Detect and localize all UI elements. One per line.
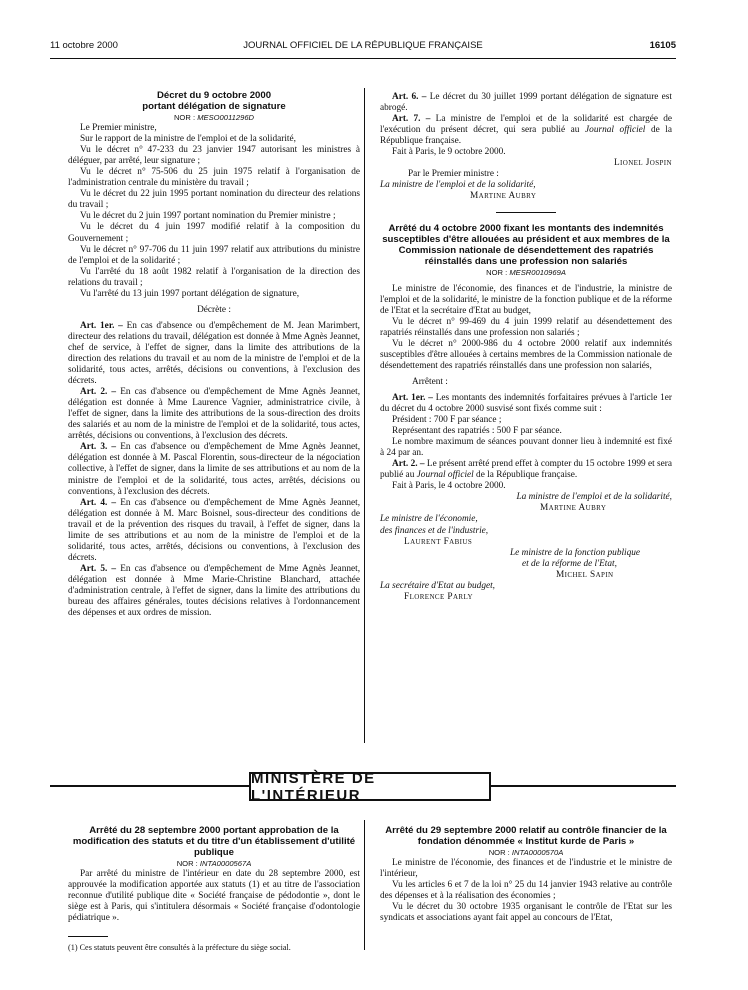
arrete1-article-2: Art. 2. – Le présent arrêté prend effet à compter du 15 octobre 1999 et sera publié au Journal officiel de la République française.: [380, 459, 673, 481]
arrete1-title: Arrêté du 4 octobre 2000 fixant les montants des indemnités susceptibles d'être allouées au président et aux membres de la Commission nationale de désendettement des rapatriés réinstallés dans une profession non salariés: [382, 223, 670, 268]
column-divider-top: [364, 88, 365, 743]
header-rule: [50, 58, 676, 59]
arrete1-sig3-title-1: Le ministre de la fonction publique: [510, 547, 641, 558]
decret-visa: Vu l'arrêté du 18 août 1982 relatif à l'organisation de la direction des relations du travail ;: [68, 266, 360, 288]
arrete1-article-1: Art. 1er. – Les montants des indemnités forfaitaires prévues à l'article 1er du décret du 4 octobre 2000 susvisé sont fixés comme suit :: [380, 392, 672, 414]
arrete1-sig1-name: Martine Aubry: [540, 503, 607, 514]
running-header: [50, 40, 676, 54]
decret-intro: Le Premier ministre,: [80, 123, 157, 134]
decret-article-1: Art. 1er. – En cas d'absence ou d'empêchement de M. Jean Marimbert, directeur des relations du travail, délégation est donnée à Mme Agnès Jeannet, chef de service, à l'effet de signer, dans la limite des attributions de la direction des relations du travail et au nom de la ministre de l'emploi et de la solidarité, tous actes, arrêtés, décisions ou conventions, à l'exclusion des décrets.: [68, 320, 360, 387]
decret-visa: Vu le décret du 2 juin 1997 portant nomination du Premier ministre ;: [80, 211, 336, 222]
arrete1-visa: Vu le décret n° 99-469 du 4 juin 1999 relatif au désendettement des rapatriés réinstallés dans une profession non salariés ;: [380, 316, 672, 338]
decret-title-line-2: portant délégation de signature: [142, 101, 286, 112]
decret-visa: Vu le décret du 22 juin 1995 portant nomination du directeur des relations du travail ;: [68, 189, 360, 211]
decret-decrete: Décrète :: [197, 304, 231, 315]
arrete2-title: Arrêté du 28 septembre 2000 portant approbation de la modification des statuts et du titre d'un établissement d'utilité publique: [72, 825, 356, 858]
arrete1-sig3-name: Michel Sapin: [556, 569, 614, 580]
header-journal-title: JOURNAL OFFICIEL DE LA RÉPUBLIQUE FRANÇAISE: [243, 40, 483, 51]
right-column-top: [380, 92, 672, 603]
decret-article-4: Art. 4. – En cas d'absence ou d'empêchement de Mme Agnès Jeannet, délégation est donnée à M. Marc Boisnel, sous-directeur des conditions de travail et de la prévention des risques du travail, à l'effet de signer, dans la limite de ses attributions et au nom de la ministre de l'emploi et de la solidarité, tous actes, arrêtés, décisions ou conventions, à l'exclusion des décrets.: [68, 497, 361, 563]
decret-nor: NOR : MESO0011296D: [173, 113, 255, 122]
decret-article-6: Art. 6. – Le décret du 30 juillet 1999 portant délégation de signature est abrogé.: [380, 92, 673, 114]
decret-article-5: Art. 5. – En cas d'absence ou d'empêchement de Mme Agnès Jeannet, délégation est donnée à Mme Marie-Christine Blanchard, attachée d'administration centrale, à l'effet de signer, dans la limite des attributions du bureau des affaires générales, toutes décisions relatives à l'ordonnancement des dépenses et aux ordres de mission.: [68, 563, 361, 619]
ministry-banner: MINISTÈRE DE L'INTÉRIEUR: [249, 772, 491, 801]
arrete1-visa: Vu le décret n° 2000-986 du 4 octobre 2000 relatif aux indemnités susceptibles d'être allouées à certains membres de la Commission nationale de désendettement des rapatriés réinstallés dans une profession non salariés,: [380, 338, 672, 371]
arrete1-representant: Représentant des rapatriés : 500 F par séance.: [392, 426, 562, 437]
decret-visa: Sur le rapport de la ministre de l'emploi et de la solidarité,: [80, 134, 296, 145]
arrete3-visa: Vu les articles 6 et 7 de la loi n° 25 du 14 janvier 1943 relative au contrôle des dépenses et à la réalisation des économies ;: [380, 880, 672, 902]
arrete1-president: Président : 700 F par séance ;: [392, 415, 502, 426]
decret-nor-code: MESO0011296D: [197, 113, 255, 122]
arrete1-nor: NOR : MESR0010969A: [486, 268, 566, 278]
arrete3-visa: Vu le décret du 30 octobre 1935 organisant le contrôle de l'Etat sur les syndicats et associations ayant fait appel au concours de l'Etat,: [380, 902, 672, 924]
arrete2-footnote: (1) Ces statuts peuvent être consultés à la préfecture du siège social.: [68, 943, 291, 952]
arrete1-sig1-title: La ministre de l'emploi et de la solidarité,: [516, 492, 672, 503]
footnote-rule: [68, 936, 108, 937]
header-date: 11 octobre 2000: [50, 40, 118, 51]
decret-minister-title: La ministre de l'emploi et de la solidarité,: [380, 180, 536, 191]
arrete1-sig2-name: Laurent Fabius: [404, 536, 473, 547]
decret-article-3: Art. 3. – En cas d'absence ou d'empêchement de Mme Agnès Jeannet, délégation est donnée à M. Pascal Florentin, sous-directeur de la négociation collective, à l'effet de signer, dans la limite de ses attributions et au nom de la ministre de l'emploi et de la solidarité, tous actes, arrêtés, décisions ou conventions, à l'exclusion des décrets.: [68, 442, 361, 497]
arrete1-sig2-title-1: Le ministre de l'économie,: [380, 514, 478, 525]
ministry-rule-left: [50, 785, 249, 787]
arrete1-intro: Le ministre de l'économie, des finances et de l'industrie, la ministre de l'emploi et de la solidarité, le ministre de la fonction publique et de la réforme de l'Etat et la secrétaire d'Etat au budget,: [380, 283, 672, 316]
column-divider-bottom: [364, 820, 365, 950]
section-separator: [496, 212, 556, 213]
arrete3-title: Arrêté du 29 septembre 2000 relatif au contrôle financier de la fondation dénommée « Institut kurde de Paris »: [385, 825, 667, 847]
arrete1-sig4-title: La secrétaire d'Etat au budget,: [380, 580, 495, 591]
arrete1-nombre: Le nombre maximum de séances pouvant donner lieu à indemnité est fixé à 24 par an.: [380, 437, 672, 459]
arrete1-arretent: Arrêtent :: [412, 376, 448, 387]
ministry-rule-right: [491, 785, 676, 787]
decret-visa: Vu le décret n° 75-506 du 25 juin 1975 relatif à l'organisation de l'administration centrale du ministère du travail ;: [68, 167, 360, 189]
decret-visa: Vu le décret n° 47-233 du 23 janvier 1947 autorisant les ministres à déléguer, par arrêté, leur signature ;: [68, 145, 360, 167]
decret-visa: Vu le décret du 4 juin 1997 modifié relatif à la composition du Gouvernement ;: [68, 222, 360, 244]
decret-par: Par le Premier ministre :: [408, 169, 499, 180]
decret-signatory: Lionel Jospin: [613, 158, 672, 169]
decret-article-2: Art. 2. – En cas d'absence ou d'empêchement de Mme Agnès Jeannet, délégation est donnée à Mme Laurence Vagnier, administratrice civile, à l'effet de signer, dans la limite des attributions de la sous-direction des droits des salariés et au nom de la ministre de l'emploi et de la solidarité, tous actes, arrêtés, décisions ou conventions, à l'exclusion des décrets.: [68, 387, 361, 442]
decret-minister-name: Martine Aubry: [470, 191, 537, 202]
arrete1-sig4-name: Florence Parly: [404, 591, 473, 602]
decret-section: [68, 90, 360, 619]
decret-title-line-1: Décret du 9 octobre 2000: [156, 90, 272, 101]
arrete3-intro: Le ministre de l'économie, des finances et de l'industrie et le ministre de l'intérieur,: [380, 858, 672, 880]
decret-visa: Vu l'arrêté du 13 juin 1997 portant délégation de signature,: [80, 288, 300, 299]
arrete1-fait: Fait à Paris, le 4 octobre 2000.: [392, 481, 506, 492]
arrete1-sig3-title-2: et de la réforme de l'Etat,: [522, 558, 617, 569]
arrete2-body: Par arrêté du ministre de l'intérieur en date du 28 septembre 2000, est approuvée la modification apportée aux statuts (1) et au titre de l'association reconnue d'utilité publique dite « Société française de pédodontie », dont le siège est à Paris, qui s'intitulera désormais « Société française d'odontologie pédiatrique ».: [68, 869, 360, 924]
decret-fait: Fait à Paris, le 9 octobre 2000.: [392, 147, 506, 158]
arrete1-sig2-title-2: des finances et de l'industrie,: [380, 525, 489, 536]
header-page-number: 16105: [649, 40, 676, 51]
arrete3-nor: NOR : INTA0000570A: [488, 848, 564, 857]
arrete3-section: [380, 825, 672, 924]
arrete2-nor: NOR : INTA0000567A: [176, 859, 252, 868]
decret-article-7: Art. 7. – La ministre de l'emploi et de la solidarité est chargée de l'exécution du présent décret, qui sera publié au Journal officiel de la République française.: [380, 114, 673, 147]
decret-visa: Vu le décret n° 97-706 du 11 juin 1997 relatif aux attributions du ministre de l'emploi et de la solidarité ;: [68, 244, 360, 266]
arrete2-section: [68, 825, 360, 924]
